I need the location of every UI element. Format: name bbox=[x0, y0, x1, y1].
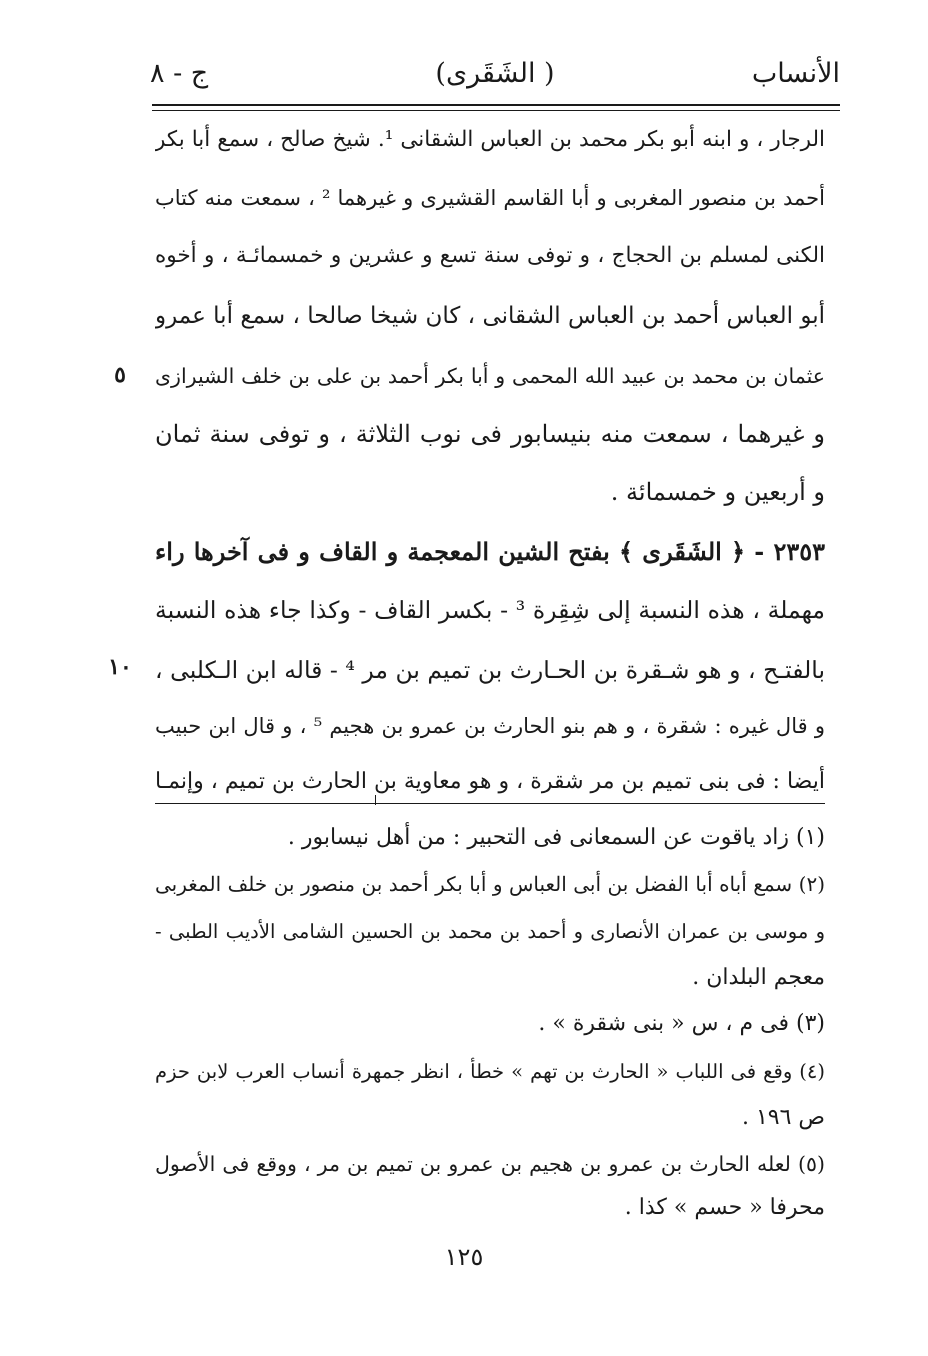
footnote-separator bbox=[155, 803, 825, 804]
line-number-10: ١٠ bbox=[108, 654, 132, 680]
footnote-line: ص ١٩٦ . bbox=[741, 1105, 825, 1130]
page-number: ١٢٥ bbox=[444, 1243, 484, 1271]
footnote-line: محرفا « حسم » كذا . bbox=[624, 1195, 825, 1220]
text-line: بالفتـح ، و هو شـقرة بن الحـارث بن تميم بن مر ⁴ - قاله ابن الـكلبى ، bbox=[155, 656, 825, 684]
footnote-line: (١) زاد ياقوت عن السمعانى فى التحبير : من أهل نيسابور . bbox=[287, 825, 825, 850]
text-line: و غيرهما ، سمعت منه بنيسابور فى نوب الثلاثة ، و توفى سنة ثمان bbox=[155, 420, 825, 448]
header-entry-title: ( الشَقَرى) bbox=[435, 58, 555, 89]
running-header bbox=[150, 52, 840, 100]
text-line: الكنى لمسلم بن الحجاج ، و توفى سنة تسع و عشرين و خمسمائـة ، و أخوه bbox=[155, 243, 825, 268]
text-line: و أربعين و خمسمائة . bbox=[610, 478, 825, 506]
footnote-line: و موسى بن عمران الأنصارى و أحمد بن محمد بن الحسين الشامى الأديب الطبى - bbox=[155, 920, 825, 943]
header-rule bbox=[152, 104, 840, 106]
footnote-line: (٢) سمع أباه أبا الفضل بن أبى العباس و أبا بكر أحمد بن منصور بن خلف المغربى bbox=[155, 872, 825, 896]
line-number-5: ٥ bbox=[114, 362, 126, 388]
header-volume: ج - ٨ bbox=[150, 58, 209, 89]
text-line: أحمد بن منصور المغربى و أبا القاسم القشيرى و غيرهما ² ، سمعت منه كتاب bbox=[155, 186, 825, 210]
text-line: مهملة ، هذه النسبة إلى شِقِرة ³ - بكسر القاف - وكذا جاء هذه النسبة bbox=[155, 596, 825, 624]
header-rule-thin bbox=[152, 110, 840, 111]
header-book-title: الأنساب bbox=[751, 58, 840, 89]
text-line: و قال غيره : شقرة ، و هم بنو الحارث بن عمرو بن هجيم ⁵ ، و قال ابن حبيب bbox=[155, 714, 825, 738]
text-line: عثمان بن محمد بن عبيد الله المحمى و أبا بكر أحمد بن على بن خلف الشيرازى bbox=[155, 364, 825, 388]
text-line: أيضا : فى بنى تميم بن مر شقرة ، و هو معاوية بن الحارث بن تميم ، وإنمـا bbox=[155, 769, 825, 794]
text-line: الرجار ، و ابنه أبو بكر محمد بن العباس الشقانى ¹. شيخ صالح ، سمع أبا بكر bbox=[155, 127, 825, 152]
entry-heading-line: ٢٣٥٣ - ﴿ الشَقَرى ﴾ بفتح الشين المعجمة و القاف و فى آخرها راء bbox=[155, 537, 825, 566]
separator-tick bbox=[375, 795, 376, 805]
footnote-line: (٥) لعله الحارث بن عمرو بن هجيم بن عمرو بن تميم بن مر ، ووقع فى الأصول bbox=[155, 1152, 825, 1176]
footnote-line: (٤) وقع فى اللباب « الحارث بن تهم » خطأ ، انظر جمهرة أنساب العرب لابن حزم bbox=[155, 1060, 825, 1083]
text-line: أبو العباس أحمد بن العباس الشقانى ، كان شيخا صالحا ، سمع أبا عمرو bbox=[155, 303, 825, 329]
footnote-line: معجم البلدان . bbox=[692, 965, 825, 990]
footnote-line: (٣) فى م ، س « بنى شقرة » . bbox=[538, 1011, 825, 1036]
